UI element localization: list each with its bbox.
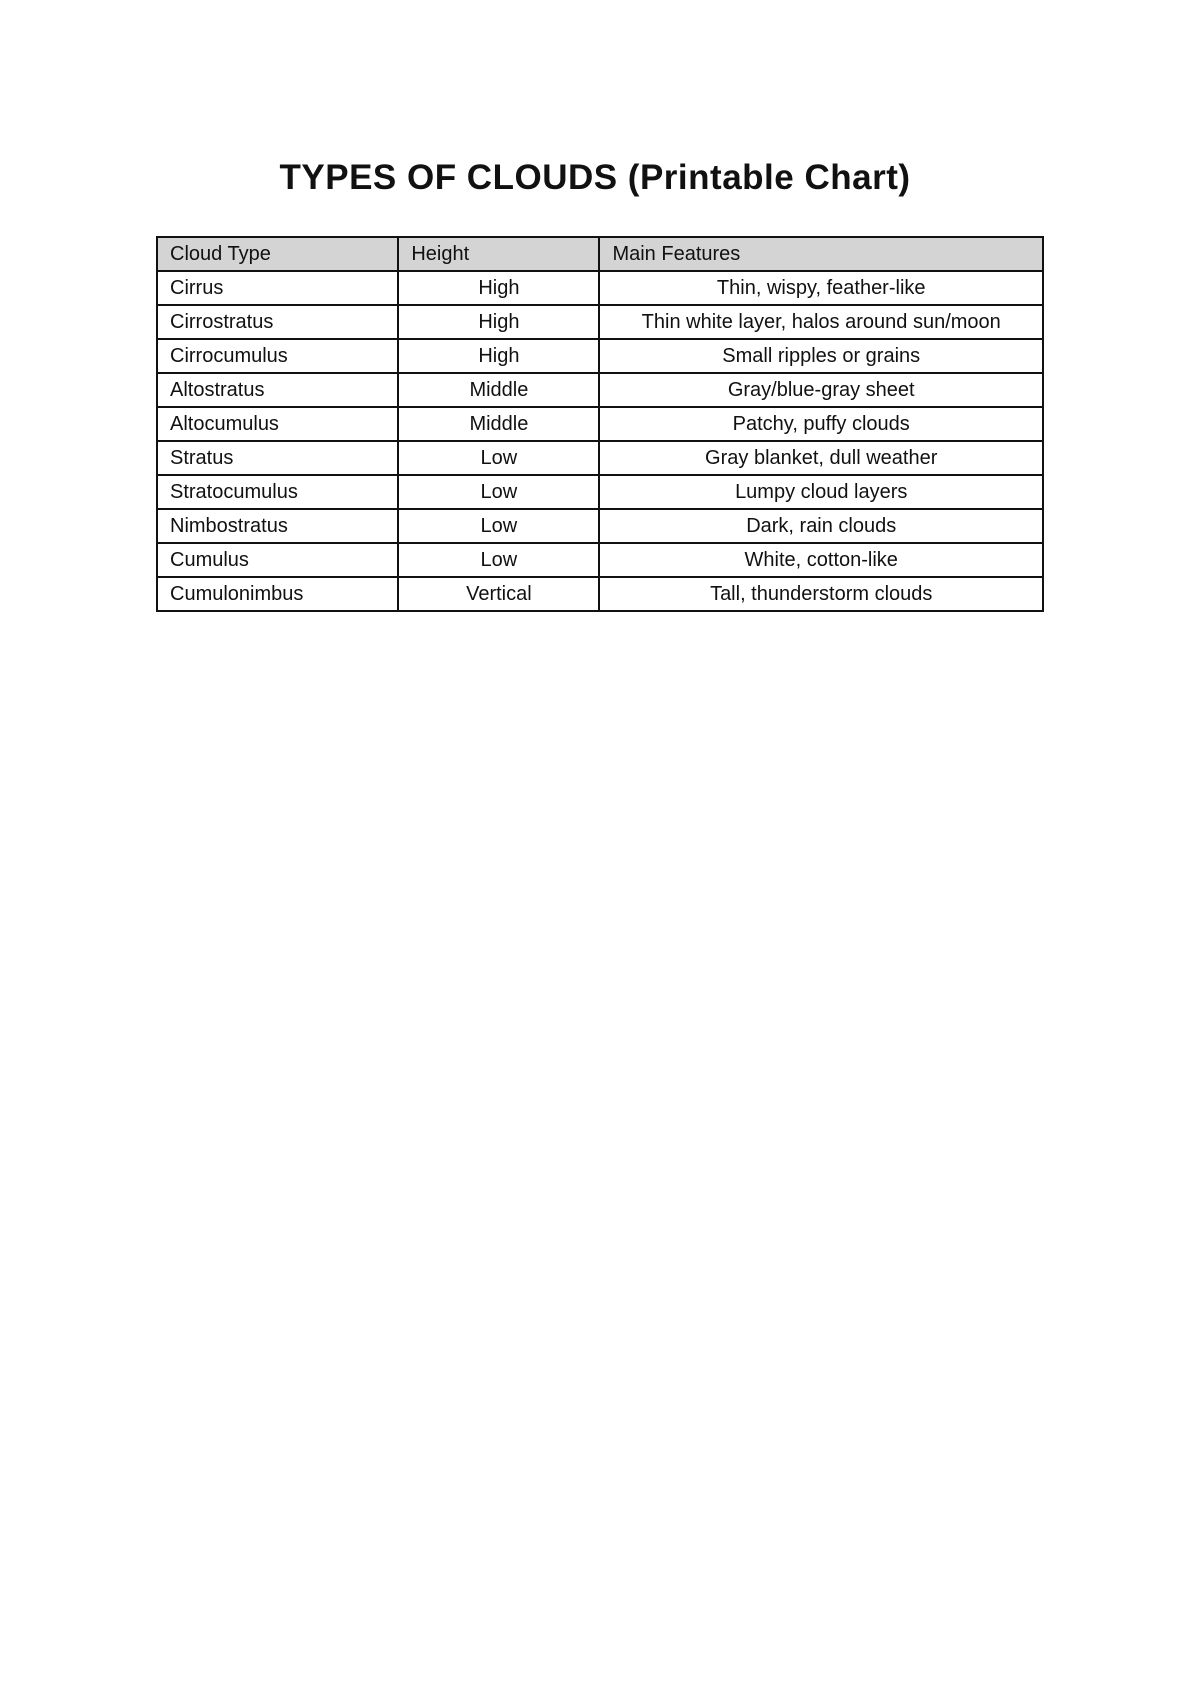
features-cell: Small ripples or grains (599, 339, 1043, 373)
height-cell: High (398, 271, 599, 305)
cloud-type-cell: Cirrus (157, 271, 398, 305)
height-cell: Middle (398, 373, 599, 407)
cloud-type-cell: Cumulonimbus (157, 577, 398, 611)
height-cell: Low (398, 475, 599, 509)
height-cell: High (398, 305, 599, 339)
cloud-type-cell: Altostratus (157, 373, 398, 407)
features-cell: Patchy, puffy clouds (599, 407, 1043, 441)
features-cell: Gray blanket, dull weather (599, 441, 1043, 475)
features-cell: Tall, thunderstorm clouds (599, 577, 1043, 611)
features-cell: Gray/blue-gray sheet (599, 373, 1043, 407)
table-row (157, 339, 1043, 373)
cloud-type-cell: Cumulus (157, 543, 398, 577)
cloud-type-cell: Nimbostratus (157, 509, 398, 543)
features-cell: White, cotton-like (599, 543, 1043, 577)
features-cell: Thin white layer, halos around sun/moon (599, 305, 1043, 339)
header-height: Height (398, 237, 599, 271)
cloud-types-table (156, 236, 1044, 612)
height-cell: Low (398, 509, 599, 543)
header-cloud-type: Cloud Type (157, 237, 398, 271)
table-row (157, 407, 1043, 441)
table-row (157, 577, 1043, 611)
cloud-type-cell: Stratocumulus (157, 475, 398, 509)
table-row (157, 305, 1043, 339)
features-cell: Dark, rain clouds (599, 509, 1043, 543)
table-row (157, 509, 1043, 543)
cloud-type-cell: Stratus (157, 441, 398, 475)
table-row (157, 475, 1043, 509)
features-cell: Lumpy cloud layers (599, 475, 1043, 509)
height-cell: High (398, 339, 599, 373)
table-row (157, 441, 1043, 475)
features-cell: Thin, wispy, feather-like (599, 271, 1043, 305)
height-cell: Low (398, 441, 599, 475)
table-header-row (157, 237, 1043, 271)
height-cell: Low (398, 543, 599, 577)
cloud-type-cell: Cirrostratus (157, 305, 398, 339)
height-cell: Middle (398, 407, 599, 441)
height-cell: Vertical (398, 577, 599, 611)
cloud-type-cell: Cirrocumulus (157, 339, 398, 373)
header-main-features: Main Features (599, 237, 1043, 271)
cloud-type-cell: Altocumulus (157, 407, 398, 441)
table-row (157, 271, 1043, 305)
table-row (157, 373, 1043, 407)
table-row (157, 543, 1043, 577)
page-title: TYPES OF CLOUDS (Printable Chart) (279, 158, 911, 197)
